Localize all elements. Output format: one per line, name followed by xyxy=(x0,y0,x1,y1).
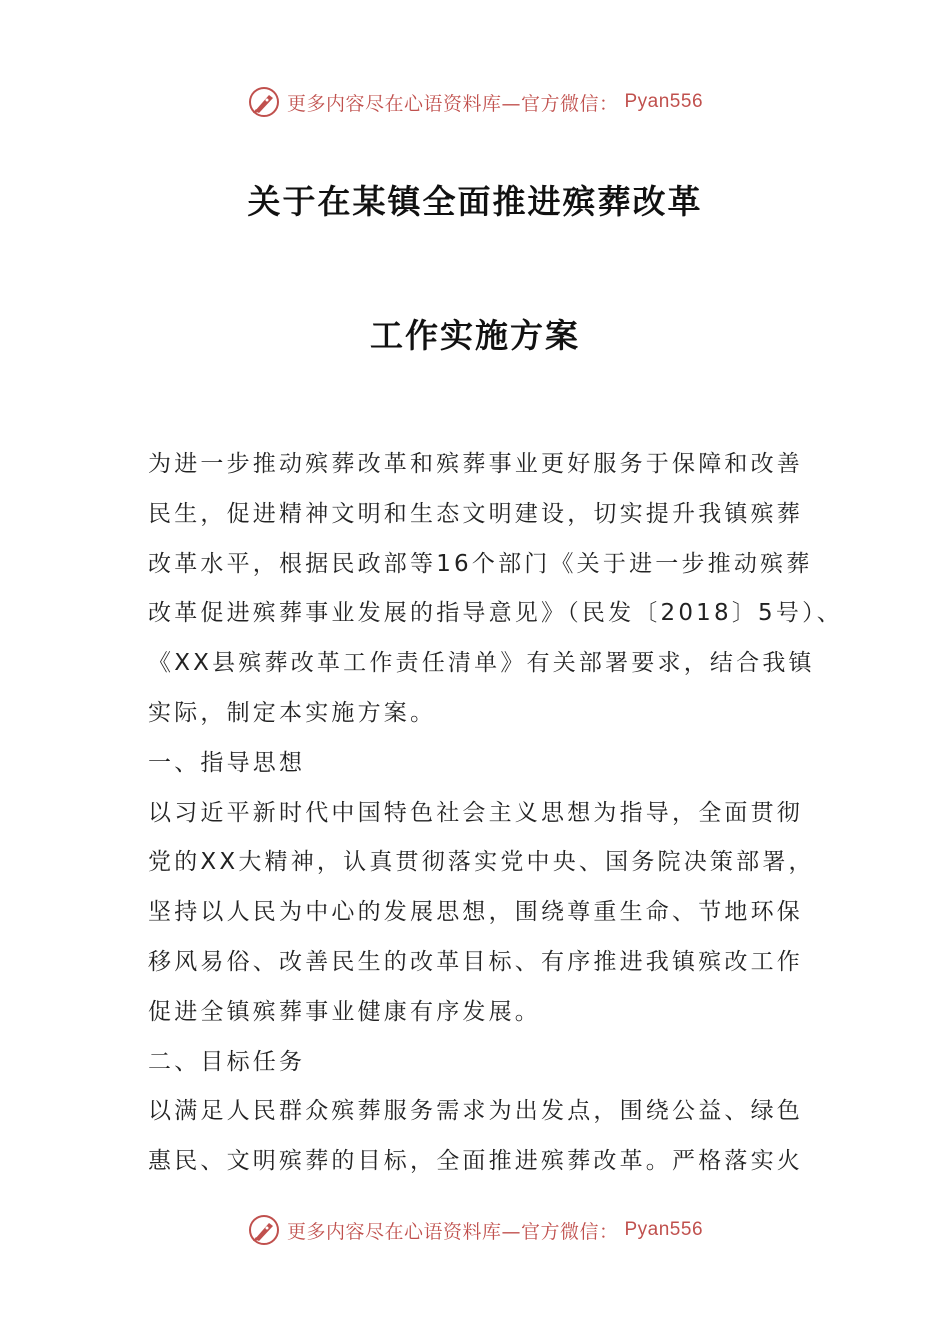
section1-paragraph xyxy=(148,789,815,1038)
text-line: 为进一步推动殡葬改革和殡葬事业更好服务于保障和改善 xyxy=(148,451,803,477)
section2-paragraph xyxy=(148,1087,808,1187)
text-line: 移风易俗、改善民生的改革目标、有序推进我镇殡改工作 xyxy=(148,948,803,975)
text-line: 党的XX大精神，认真贯彻落实党中央、国务院决策部署， xyxy=(148,849,815,876)
watermark-text: 更多内容尽在心语资料库—官方微信： xyxy=(286,1220,619,1243)
watermark-footer xyxy=(0,1210,950,1250)
text-line: 《XX县殡葬改革工作责任清单》有关部署要求，结合我镇 xyxy=(148,650,815,677)
section-heading-goals-tasks: 二、目标任务 xyxy=(148,1048,306,1075)
text-line: 促进全镇殡葬事业健康有序发展。 xyxy=(148,998,541,1025)
text-line: 坚持以人民为中心的发展思想，围绕尊重生命、节地环保 xyxy=(148,899,803,926)
section-heading-guiding-ideology: 一、指导思想 xyxy=(148,749,306,776)
pen-nib-logo-icon xyxy=(247,1213,281,1247)
text-line: 实际，制定本实施方案。 xyxy=(148,699,437,726)
text-line: 以习近平新时代中国特色社会主义思想为指导，全面贯彻 xyxy=(148,799,803,826)
text-line: 以满足人民群众殡葬服务需求为出发点，围绕公益、绿色 xyxy=(148,1098,803,1125)
text-line: 惠民、文明殡葬的目标，全面推进殡葬改革。严格落实火 xyxy=(148,1148,803,1175)
watermark-text: 更多内容尽在心语资料库—官方微信： xyxy=(286,92,619,115)
document-body xyxy=(148,440,843,1187)
watermark-wechat-id: Pyan556 xyxy=(624,91,704,112)
text-line: 改革促进殡葬事业发展的指导意见》（民发〔2018〕5号）、 xyxy=(148,600,843,627)
text-line: 改革水平，根据民政部等16个部门《关于进一步推动殡葬 xyxy=(148,550,813,577)
pen-nib-logo-icon xyxy=(247,85,281,119)
intro-paragraph xyxy=(148,440,843,739)
watermark-wechat-id: Pyan556 xyxy=(624,1219,704,1240)
watermark-header xyxy=(0,82,950,122)
document-title-line2: 工作实施方案 xyxy=(370,316,580,355)
text-line: 民生，促进精神文明和生态文明建设，切实提升我镇殡葬 xyxy=(148,500,803,527)
document-title-line1: 关于在某镇全面推进殡葬改革 xyxy=(247,182,703,221)
